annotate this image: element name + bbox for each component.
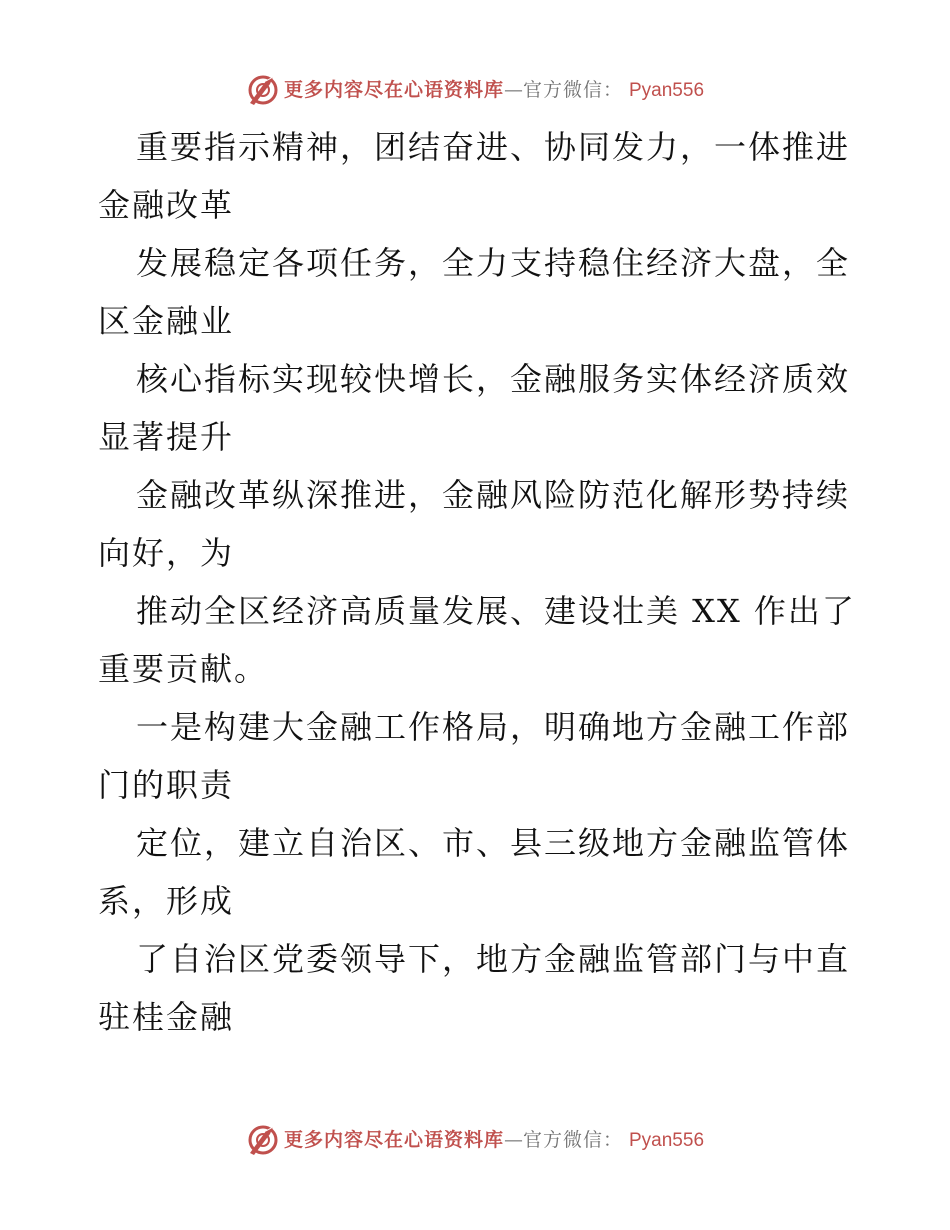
official-wechat-label: 官方微信： (522, 1128, 623, 1151)
paragraph-continuation: 金融改革 (98, 186, 235, 224)
body-paragraph-1 (98, 118, 858, 234)
body-paragraph-5 (98, 582, 858, 698)
body-paragraph-3 (98, 350, 858, 466)
document-body (98, 118, 858, 1046)
paragraph-line: 核心指标实现较快增长，金融服务实体经济质效 (136, 360, 851, 398)
official-wechat-label: 官方微信： (522, 78, 623, 101)
body-paragraph-4 (98, 466, 858, 582)
paragraph-continuation: 驻桂金融 (98, 998, 235, 1036)
wechat-id: Pyan556 (629, 1129, 705, 1151)
paragraph-line: 定位，建立自治区、市、县三级地方金融监管体 (136, 824, 851, 862)
site-promo-text: 更多内容尽在心语资料库 (283, 78, 504, 101)
paragraph-continuation: 向好，为 (98, 534, 235, 572)
body-paragraph-2 (98, 234, 858, 350)
paragraph-line: 推动全区经济高质量发展、建设壮美 XX 作出了 (136, 592, 856, 630)
pen-seal-icon (246, 1123, 280, 1157)
paragraph-continuation: 重要贡献。 (98, 650, 269, 688)
paragraph-continuation: 显著提升 (98, 418, 235, 456)
paragraph-line: 一是构建大金融工作格局，明确地方金融工作部 (136, 708, 851, 746)
banner-dash: — (503, 1128, 523, 1151)
paragraph-line: 重要指示精神，团结奋进、协同发力，一体推进 (136, 128, 851, 166)
body-paragraph-7 (98, 814, 858, 930)
body-paragraph-6 (98, 698, 858, 814)
paragraph-line: 金融改革纵深推进，金融风险防范化解形势持续 (136, 476, 851, 514)
pen-seal-icon (246, 73, 280, 107)
footer-banner (0, 1120, 950, 1160)
paragraph-line: 了自治区党委领导下，地方金融监管部门与中直 (136, 940, 851, 978)
banner-dash: — (503, 78, 523, 101)
header-banner (0, 70, 950, 110)
site-promo-text: 更多内容尽在心语资料库 (283, 1128, 504, 1151)
paragraph-continuation: 区金融业 (98, 302, 235, 340)
body-paragraph-8 (98, 930, 858, 1046)
paragraph-continuation: 系，形成 (98, 882, 235, 920)
wechat-id: Pyan556 (629, 79, 705, 101)
paragraph-line: 发展稳定各项任务，全力支持稳住经济大盘，全 (136, 244, 851, 282)
paragraph-continuation: 门的职责 (98, 766, 235, 804)
